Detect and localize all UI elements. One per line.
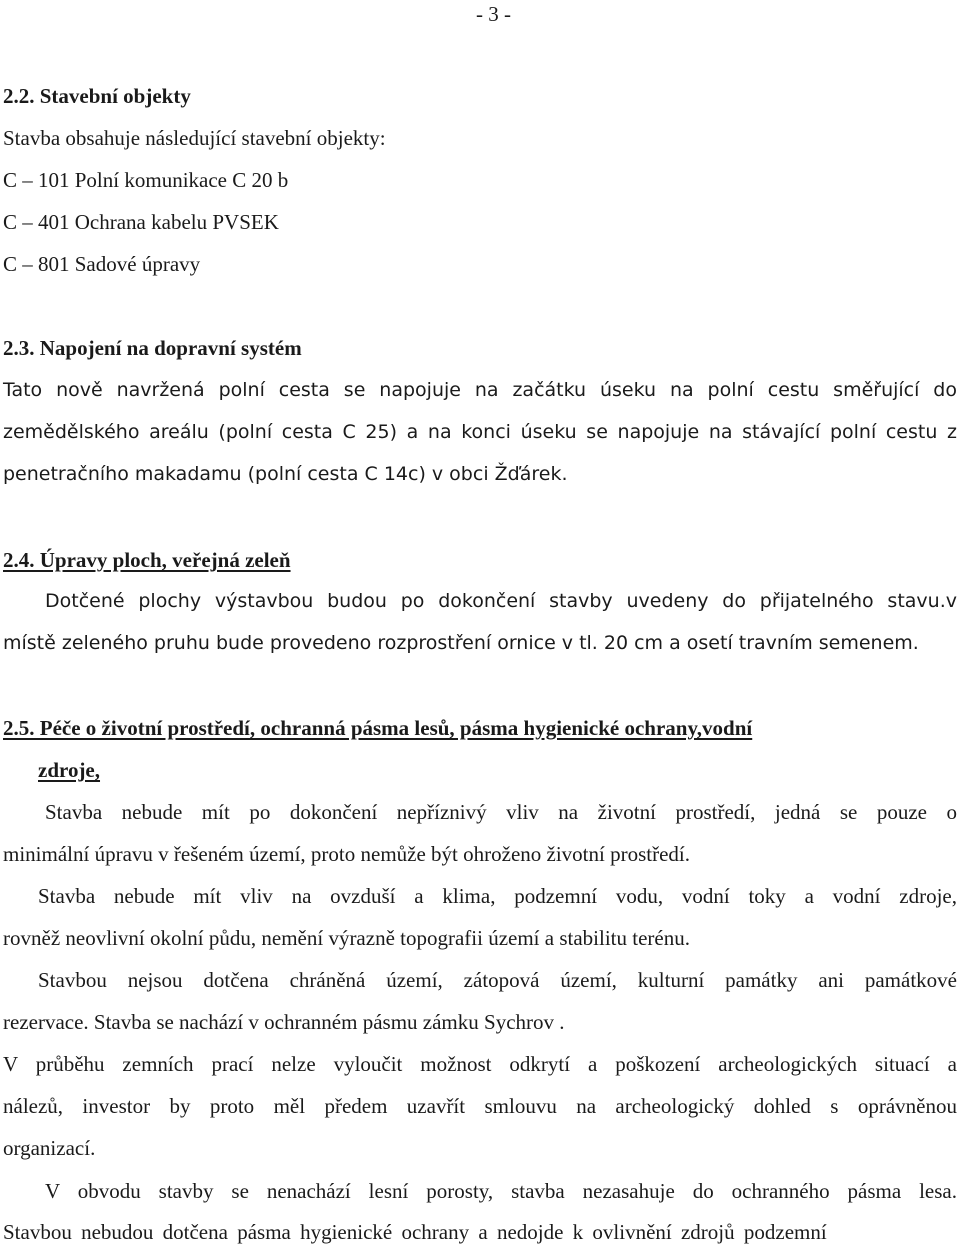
paragraph-line: Stavba nebude mít vliv na ovzduší a klima, podzemní vodu, vodní toky a vodní zdroje, — [38, 884, 957, 908]
paragraph-line: Stavbou nejsou dotčena chráněná území, zátopová území, kulturní památky ani památkové — [38, 968, 957, 992]
paragraph-line: rovněž neovlivní okolní půdu, nemění výrazně topografii území a stabilitu terénu. — [3, 926, 690, 950]
paragraph-line: Tato nově navržená polní cesta se napojuje na začátku úseku na polní cestu směřující do — [3, 379, 957, 401]
paragraph-line: místě zeleného pruhu bude provedeno rozprostření ornice v tl. 20 cm a osetí travním semenem. — [3, 632, 919, 654]
paragraph-line: penetračního makadamu (polní cesta C 14c) v obci Žďárek. — [3, 463, 568, 485]
objects-intro: Stavba obsahuje následující stavební objekty: — [3, 126, 386, 150]
paragraph-line: Stavba nebude mít po dokončení nepříznivý vliv na životní prostředí, jedná se pouze o — [45, 800, 957, 824]
object-item: C – 101 Polní komunikace C 20 b — [3, 168, 289, 192]
section-heading-2-3: 2.3. Napojení na dopravní systém — [3, 336, 302, 360]
section-heading-2-5-cont: zdroje, — [38, 758, 101, 782]
paragraph-line: rezervace. Stavba se nachází v ochranném pásmu zámku Sychrov . — [3, 1010, 565, 1034]
object-item: C – 801 Sadové úpravy — [3, 252, 201, 276]
paragraph-line: zemědělského areálu (polní cesta C 25) a na konci úseku se napojuje na stávající polní cestu z — [3, 421, 957, 443]
paragraph-line: Dotčené plochy výstavbou budou po dokončení stavby uvedeny do přijatelného stavu.v — [45, 590, 957, 612]
page-number: - 3 - — [476, 2, 511, 26]
paragraph-line: nálezů, investor by proto měl předem uzavřít smlouvu na archeologický dohled s oprávněnou — [3, 1094, 957, 1118]
paragraph-line: V průběhu zemních prací nelze vyloučit možnost odkrytí a poškození archeologických situací a — [3, 1052, 957, 1076]
section-heading-2-2: 2.2. Stavební objekty — [3, 84, 191, 108]
paragraph-line: V obvodu stavby se nenachází lesní porosty, stavba nezasahuje do ochranného pásma lesa. — [45, 1179, 957, 1203]
paragraph-line: minimální úpravu v řešeném území, proto nemůže být ohroženo životní prostředí. — [3, 842, 690, 866]
section-heading-2-5: 2.5. Péče o životní prostředí, ochranná pásma lesů, pásma hygienické ochrany,vodní — [3, 716, 753, 740]
paragraph-line: Stavbou nebudou dotčena pásma hygienické ochrany a nedojde k ovlivnění zdrojů podzemní — [3, 1220, 827, 1244]
paragraph-line: organizací. — [3, 1136, 96, 1160]
object-item: C – 401 Ochrana kabelu PVSEK — [3, 210, 279, 234]
section-heading-2-4: 2.4. Úpravy ploch, veřejná zeleň — [3, 548, 291, 572]
